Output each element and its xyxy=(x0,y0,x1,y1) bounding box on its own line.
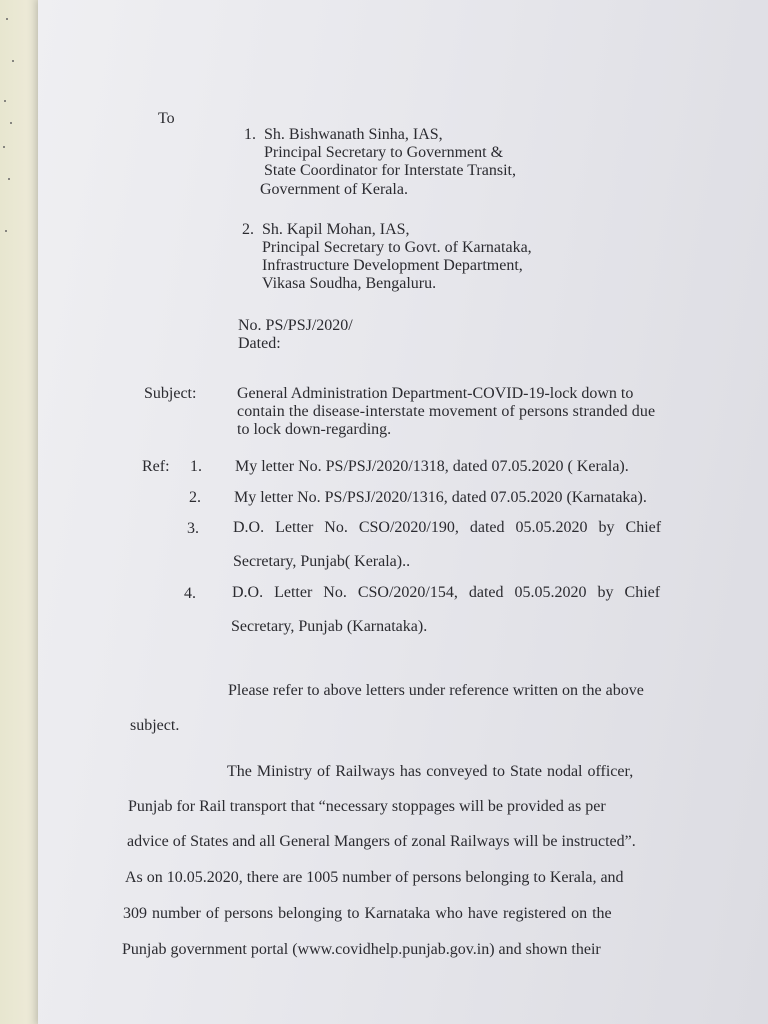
recipient-2-address: Vikasa Soudha, Bengaluru. xyxy=(262,275,437,292)
subject-line-1-text: General Administration Department-COVID-19-lock down to xyxy=(237,385,634,402)
paragraph-2-line-1: The Ministry of Railways has conveyed to State nodal officer, xyxy=(227,763,634,780)
ref-4-text-line-1: D.O. Letter No. CSO/2020/154, dated 05.05.2020 by Chief xyxy=(232,584,661,601)
recipient-1-designation: Principal Secretary to Government & xyxy=(264,144,504,161)
recipient-2-name: Sh. Kapil Mohan, IAS, xyxy=(262,221,410,238)
paragraph-1-line-1: Please refer to above letters under reference written on the above xyxy=(228,682,644,699)
ref-2-text: My letter No. PS/PSJ/2020/1316, dated 07.05.2020 (Karnataka). xyxy=(234,489,647,506)
ref-1-text: My letter No. PS/PSJ/2020/1318, dated 07.05.2020 ( Kerala). xyxy=(235,458,629,475)
ref-4-text-line-2: Secretary, Punjab (Karnataka). xyxy=(231,618,428,635)
ref-1-number: 1. xyxy=(190,458,202,475)
recipient-1-name: Sh. Bishwanath Sinha, IAS, xyxy=(264,126,443,143)
recipient-1-role: State Coordinator for Interstate Transit, xyxy=(264,162,516,179)
letter-page xyxy=(38,0,768,1024)
paragraph-2-line-5: 309 number of persons belonging to Karnataka who have registered on the xyxy=(123,905,612,922)
paragraph-1-line-2: subject. xyxy=(130,717,180,734)
ref-3-text-line-1: D.O. Letter No. CSO/2020/190, dated 05.05.2020 by Chief xyxy=(233,519,662,536)
paragraph-2-line-4: As on 10.05.2020, there are 1005 number of persons belonging to Kerala, and xyxy=(125,869,624,886)
recipient-1-number: 1. xyxy=(244,126,256,143)
ref-4-number: 4. xyxy=(184,585,196,602)
subject-line-3: to lock down-regarding. xyxy=(237,421,392,438)
to-label: To xyxy=(158,110,175,127)
paragraph-2-line-2: Punjab for Rail transport that “necessary stoppages will be provided as per xyxy=(128,798,606,815)
ref-2-number: 2. xyxy=(189,489,201,506)
paragraph-2-line-6: Punjab government portal (www.covidhelp.punjab.gov.in) and shown their xyxy=(122,941,601,958)
subject-line-2: contain the disease-interstate movement of persons stranded due xyxy=(237,403,656,420)
recipient-2-designation: Principal Secretary to Govt. of Karnataka, xyxy=(262,239,532,256)
dated-label: Dated: xyxy=(238,335,281,352)
ref-label: Ref: xyxy=(142,458,170,475)
subject-line-1 xyxy=(237,384,722,404)
paragraph-2-line-3: advice of States and all General Mangers of zonal Railways will be instructed”. xyxy=(127,833,636,850)
ref-3-text-line-2: Secretary, Punjab( Kerala).. xyxy=(233,553,411,570)
recipient-2-department: Infrastructure Development Department, xyxy=(262,257,523,274)
subject-label: Subject: xyxy=(144,385,197,402)
ref-3-number: 3. xyxy=(187,520,199,537)
recipient-2-number: 2. xyxy=(242,221,254,238)
letter-number: No. PS/PSJ/2020/ xyxy=(238,317,353,334)
recipient-1-government: Government of Kerala. xyxy=(260,181,408,198)
